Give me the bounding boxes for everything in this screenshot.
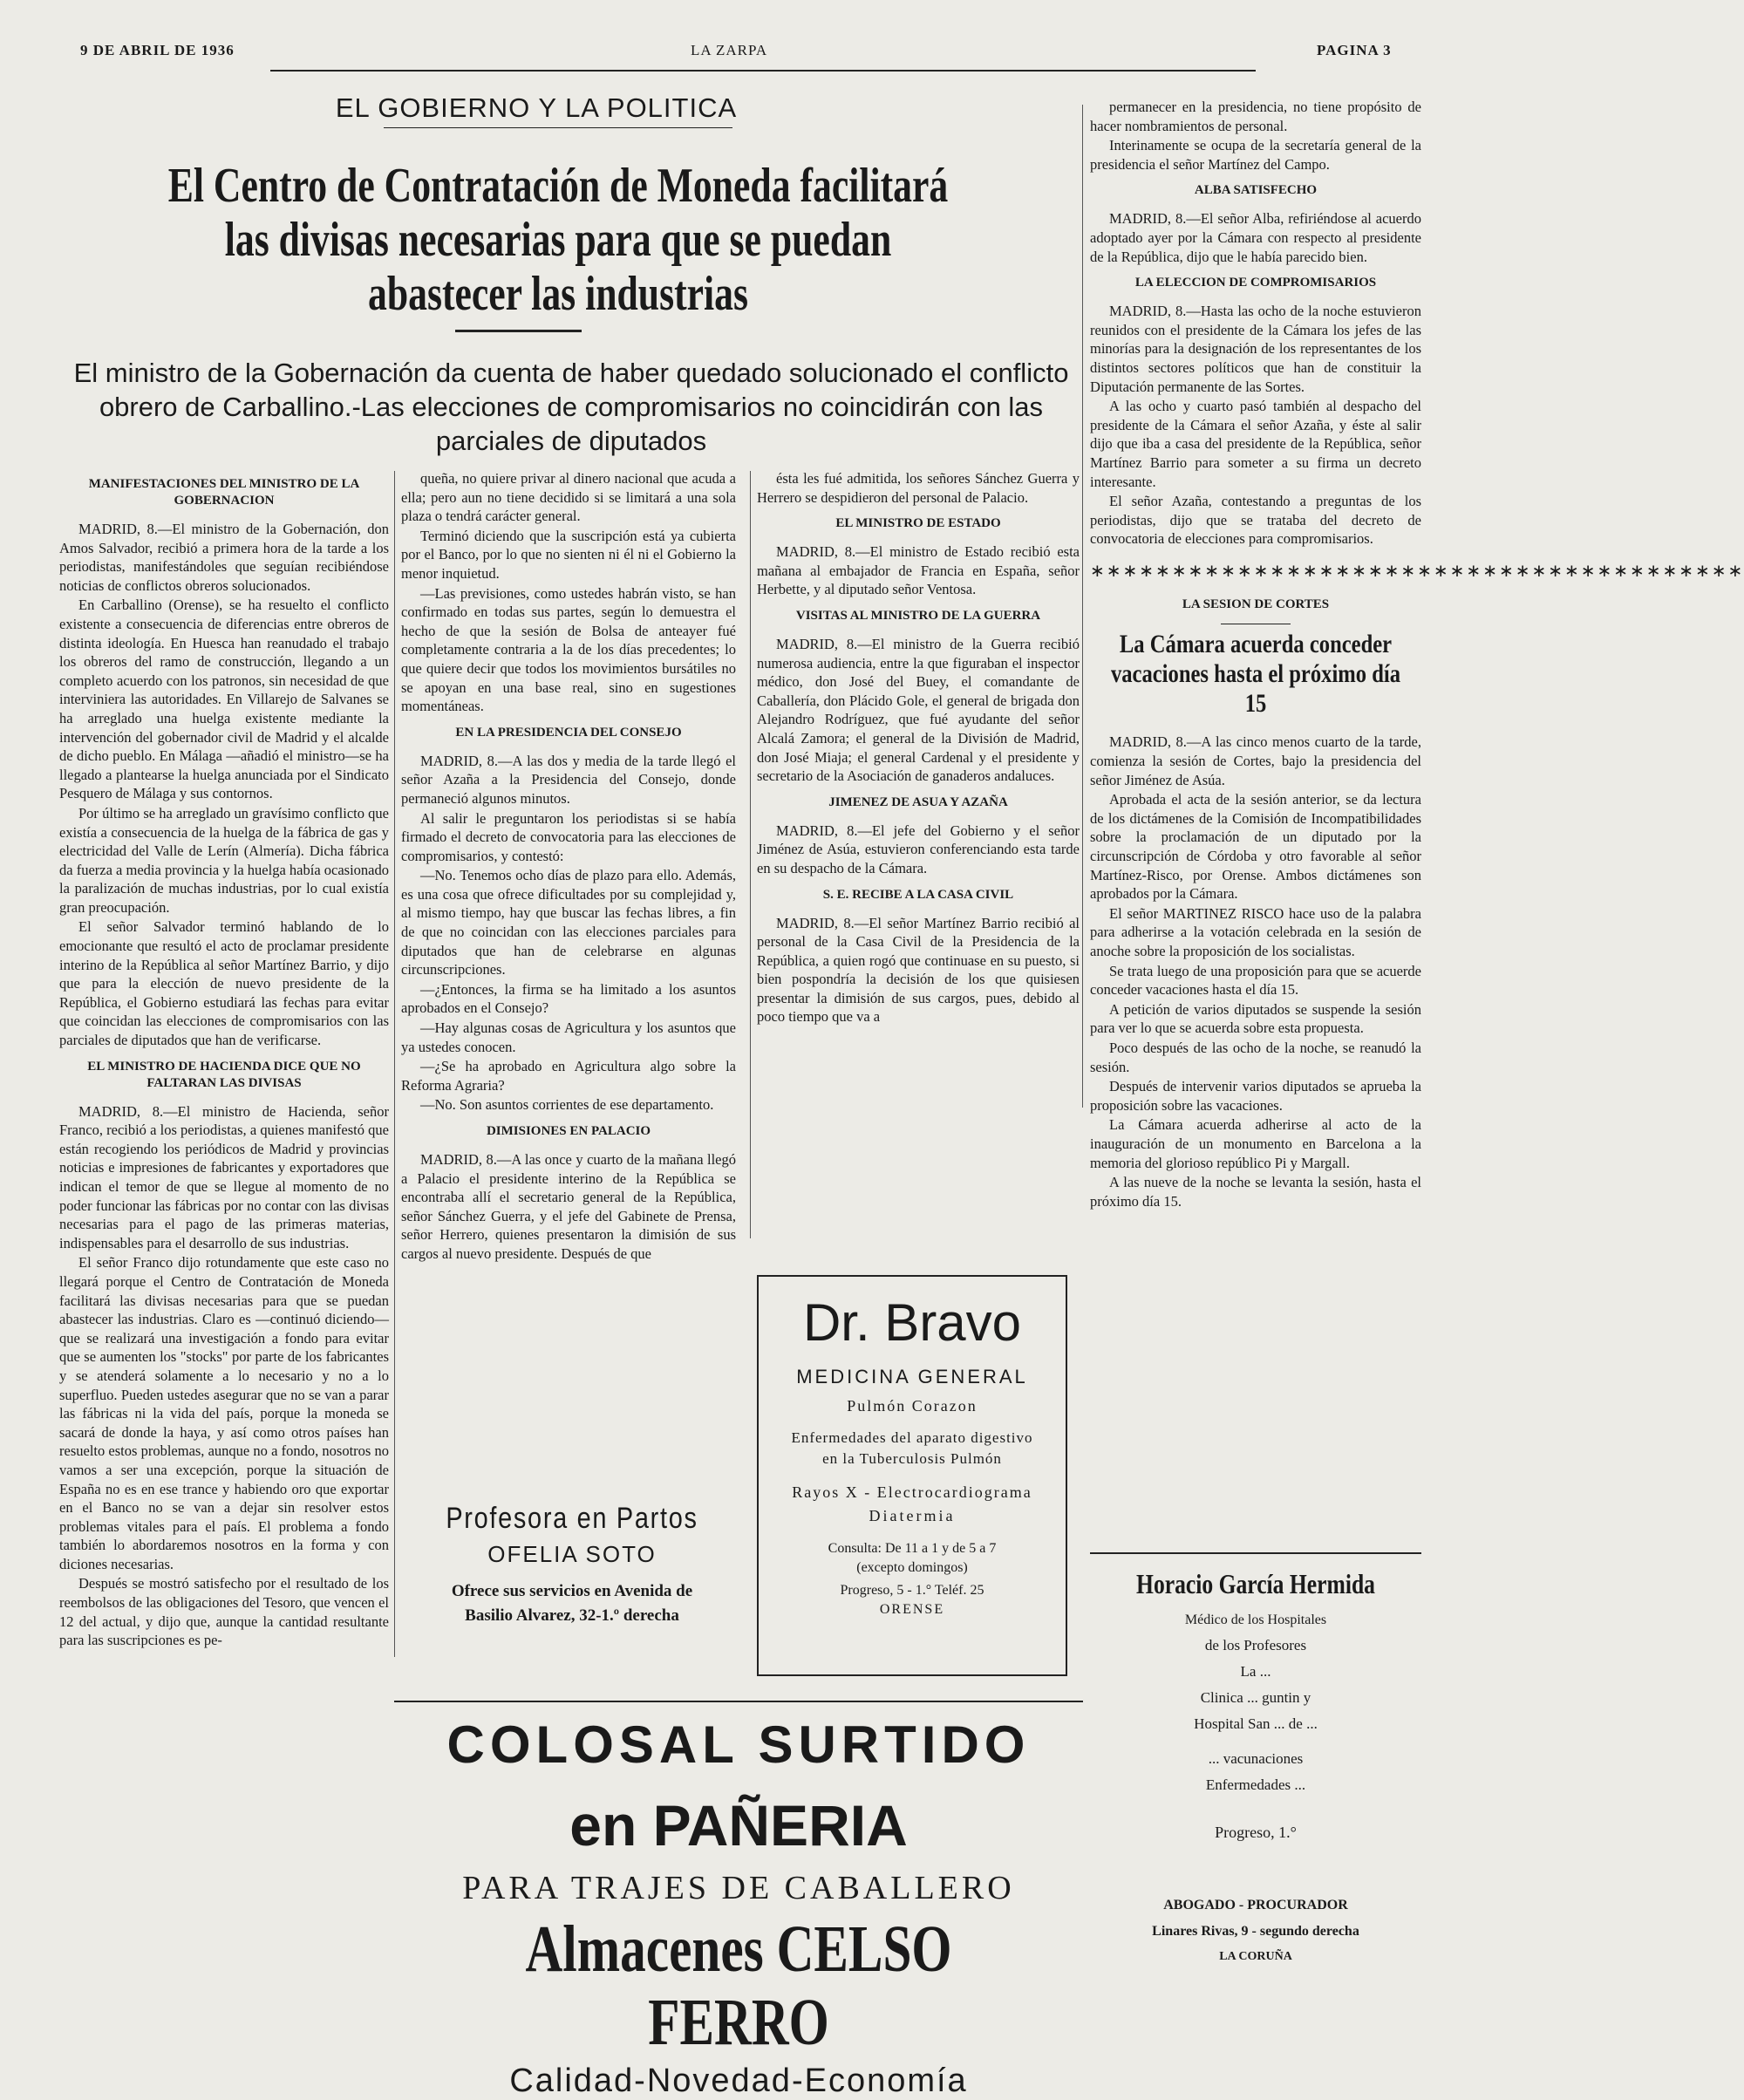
col4-heading-1: ALBA SATISFECHO (1194, 183, 1318, 198)
ad-bravo-line: MEDICINA GENERAL (796, 1366, 1028, 1388)
col3-heading-3: JIMENEZ DE ASUA Y AZAÑA (828, 794, 1008, 809)
paragraph: ésta les fué admitida, los señores Sánchez Guerra y Herrero se despidieron del personal de Palacio. (757, 470, 1080, 506)
ad-horacio-line: Enfermedades ... (1205, 1776, 1306, 1793)
star-divider: ∗∗∗∗∗∗∗∗∗∗∗∗∗∗∗∗∗∗∗∗∗∗∗∗∗∗∗∗∗∗∗∗∗∗∗∗∗∗∗∗ (1090, 561, 1744, 581)
ad-ofelia-soto (401, 1502, 743, 1667)
column-rule (394, 471, 395, 1657)
ad-bravo-name: Dr. Bravo (802, 1293, 1022, 1352)
column-4 (1090, 98, 1744, 1537)
ad-bravo-line: Diatermia (869, 1507, 956, 1524)
paragraph: —No. Son asuntos corrientes de ese departamento. (420, 1096, 714, 1114)
paragraph: MADRID, 8.—A las cinco menos cuarto de la tarde, comienza la sesión de Cortes, bajo la presidencia del señor Jiménez de Asúa. (1090, 733, 1421, 788)
paragraph: MADRID, 8.—El ministro de la Gobernación, don Amos Salvador, recibió a primera hora de la tarde a los periodistas, manifestándoles que seguían recibiéndose noticias de conflictos obreros solucionados. (59, 521, 389, 594)
subheadline: El ministro de la Gobernación da cuenta de haber quedado solucionado el conflicto obrero de Carballino.-Las elecciones de compromisarios no coincidirán con las parciales de diputados (73, 358, 1069, 456)
col3-heading-2: VISITAS AL MINISTRO DE LA GUERRA (795, 608, 1041, 623)
ad-bravo-line: Pulmón Corazon (847, 1397, 978, 1415)
paragraph: El señor Salvador terminó hablando de lo emocionante que resultó el acto de proclamar presidente interino de la República al señor Martínez Barrio, y dijo que para la elección de nuevo presidente de la República, el Gobierno estudiará las fechas para evitar que coincidan las elecciones de compromisarios con las parciales de diputados que han de verificarse. (59, 918, 389, 1049)
paragraph: permanecer en la presidencia, no tiene propósito de hacer nombramientos de personal. (1090, 99, 1421, 134)
header-date: 9 DE ABRIL DE 1936 (80, 42, 235, 58)
col3-heading-4: S. E. RECIBE A LA CASA CIVIL (822, 887, 1014, 902)
ad-horacio-line: Progreso, 1.° (1215, 1824, 1297, 1841)
col2-heading-2: DIMISIONES EN PALACIO (486, 1124, 651, 1138)
ad-horacio-line: Linares Rivas, 9 - segundo derecha (1152, 1924, 1359, 1939)
paragraph: MADRID, 8.—El señor Martínez Barrio recibió al personal de la Casa Civil de la Presidencia de la República, a quien rogó que continuase en su puesto, si bien pospondría la decisión de los que quisiesen presentar la dimisión de sus cargos, pues, debido al poco tiempo que va a (757, 914, 1080, 1026)
paragraph: A petición de varios diputados se suspende la sesión para ver lo que se acuerda sobre esta propuesta. (1090, 1000, 1421, 1037)
paragraph: El señor Azaña, contestando a preguntas de los periodistas, dijo que se trataba del decreto de convocatoria de elecciones para compromisarios. (1090, 493, 1421, 548)
ad-bravo-line: Rayos X - Electrocardiograma (792, 1483, 1032, 1501)
ad-horacio-line: Clinica ... guntin y (1200, 1689, 1311, 1706)
ad-dr-bravo (757, 1275, 1067, 1676)
main-headline: El Centro de Contratación de Moneda facilitará las divisas necesarias para que se puedan abastecer las industrias (167, 159, 949, 321)
paragraph: La Cámara acuerda adherirse al acto de la inauguración de un monumento en Barcelona a la memoria del glorioso repúblico Pi y Margall. (1090, 1116, 1421, 1171)
paragraph: A las ocho y cuarto pasó también al despacho del presidente de la Cámara el señor Azaña, y éste al salir dijo que iba a casa del presidente de la República, señor Martínez Barrio para someter a su firma un decreto interesante. (1090, 398, 1421, 490)
ad-horacio-name: Horacio García Hermida (1136, 1568, 1375, 1599)
col4-heading-3: LA SESION DE CORTES (1182, 597, 1330, 612)
ad-celso-store-name: Almacenes CELSO FERRO (525, 1912, 952, 2059)
ad-soto-line: Basilio Alvarez, 32-1.º derecha (465, 1606, 679, 1625)
header-paper: LA ZARPA (691, 42, 768, 58)
headline-rule (455, 330, 582, 332)
col4-heading-2: LA ELECCION DE COMPROMISARIOS (1134, 276, 1377, 290)
ad-horacio-line: LA CORUÑA (1219, 1950, 1292, 1963)
col1-heading-1: MANIFESTACIONES DEL MINISTRO DE LA GOBERNACION (88, 477, 360, 508)
ad-bravo-line: Enfermedades del aparato digestivo (791, 1429, 1033, 1446)
ad-soto-line: Ofrece sus servicios en Avenida de (451, 1582, 693, 1600)
section-rule (384, 127, 732, 128)
ad-celso-line: PARA TRAJES DE CABALLERO (462, 1870, 1015, 1906)
paragraph: Aprobada el acta de la sesión anterior, se da lectura de los dictámenes de la Comisión de Incompatibilidades sobre la proclamación de un diputado por la circunscripción de Córdoba y otro favorable al señor Martínez-Risco, por Orense. Ambos dictámenes son aprobados por la Cámara. (1090, 791, 1421, 903)
ad-horacio-line: ... vacunaciones (1208, 1750, 1304, 1767)
paragraph: Después se mostró satisfecho por el resultado de los reembolsos de las obligaciones del Tesoro, que vencen el 12 del actual, y dijo que, aunque la cantidad resultante para las suscripciones es pe- (59, 1575, 389, 1649)
paragraph: —Las previsiones, como ustedes habrán visto, se han confirmado en todas sus partes, según lo demuestra el hecho de que la sesión de Bolsa de anteayer fué completamente contraria a la de los días precedentes; lo que quiere decir que todos los movimientos bursátiles no se apoyan en una base real, sino en sugestiones momentáneas. (401, 584, 736, 715)
column-rule (750, 471, 751, 1238)
section-title: EL GOBIERNO Y LA POLITICA (335, 92, 738, 123)
ad-horacio-line: Hospital San ... de ... (1194, 1715, 1318, 1732)
paragraph: A las nueve de la noche se levanta la sesión, hasta el próximo día 15. (1090, 1174, 1421, 1210)
ad-bravo-line: (excepto domingos) (856, 1560, 968, 1575)
ad-horacio-line: Médico de los Hospitales (1184, 1612, 1327, 1627)
header-rule (270, 70, 1256, 72)
paragraph: Poco después de las ocho de la noche, se reanudó la sesión. (1090, 1039, 1421, 1075)
paragraph: MADRID, 8.—A las dos y media de la tarde llegó el señor Azaña a la Presidencia del Consejo, donde permaneció algunos minutos. (401, 752, 736, 807)
column-3 (757, 469, 1080, 1237)
paragraph: MADRID, 8.—A las once y cuarto de la mañana llegó a Palacio el presidente interino de la República se encontraba allí el secretario general de la República, señor Sánchez Guerra, y el jefe del Gabinete de Prensa, señor Herrero, quienes presentaron la dimisión de sus cargos al nuevo presidente. Después de que (401, 1151, 736, 1262)
paragraph: Después de intervenir varios diputados se aprueba la proposición sobre las vacaciones. (1090, 1078, 1421, 1114)
ad-horacio-line: ABOGADO - PROCURADOR (1163, 1898, 1348, 1912)
column-rule (1082, 105, 1083, 1108)
ad-soto-line: Profesora en Partos (446, 1502, 698, 1535)
paragraph: MADRID, 8.—El jefe del Gobierno y el señor Jiménez de Asúa, estuvieron conferenciando esta tarde en su despacho de la Cámara. (757, 822, 1080, 876)
header-page: PAGINA 3 (1317, 42, 1392, 58)
ad-horacio-garcia (1090, 1552, 1421, 2041)
ad-celso-line: en PAÑERIA (569, 1793, 908, 1858)
paragraph: MADRID, 8.—El ministro de Estado recibió esta mañana al embajador de Francia en España, señor Herbette, y al diputado señor Ventosa. (757, 543, 1080, 598)
ad-bravo-line: Consulta: De 11 a 1 y de 5 a 7 (828, 1541, 997, 1556)
ad-celso-line: COLOSAL SURTIDO (446, 1715, 1031, 1774)
paragraph: MADRID, 8.—El señor Alba, refiriéndose al acuerdo adoptado ayer por la Cámara con respecto al presidente de la República, dijo que le había parecido bien. (1090, 210, 1421, 265)
col3-heading-1: EL MINISTRO DE ESTADO (835, 516, 1001, 531)
paragraph: En Carballino (Orense), se ha resuelto el conflicto existente a consecuencia de diferencias entre obreros de distinta ideología. En Huesca han reanudado el trabajo los obreros del ramo de construcción, llegando a un completo acuerdo con los patronos, sin necesidad de que interviniera las autoridades. En Villarejo de Salvanes se ha arreglado una huelga existente mediante la intervención del gobernador civil de Madrid y el alcalde de dicho pueblo. En Málaga —añadió el ministro—se ha llegado a plantearse la huelga anunciada por el Sindicato Pesquero de Málaga y sus contornos. (59, 597, 389, 802)
paragraph: queña, no quiere privar al dinero nacional que acuda a ella; pero aun no tiene decidido si se limitará a una sola plaza o tendrá carácter general. (401, 470, 736, 525)
col1-heading-2: EL MINISTRO DE HACIENDA DICE QUE NO FALTARAN LAS DIVISAS (87, 1059, 361, 1090)
ad-horacio-line: La ... (1240, 1663, 1271, 1680)
column-1 (59, 467, 389, 2090)
ad-bravo-line: en la Tuberculosis Pulmón (822, 1450, 1002, 1467)
ad-horacio-line: de los Profesores (1204, 1637, 1307, 1653)
ad-bravo-line: ORENSE (879, 1602, 945, 1617)
paragraph: Se trata luego de una proposición para que se acuerde conceder vacaciones hasta el día 15. (1090, 962, 1421, 999)
paragraph: El señor MARTINEZ RISCO hace uso de la palabra para adherirse a la votación celebrada en la sesión de anoche sobre la proposición de los socialistas. (1090, 904, 1421, 959)
col2-heading-1: EN LA PRESIDENCIA DEL CONSEJO (455, 725, 682, 740)
paragraph: Al salir le preguntaron los periodistas si se había firmado el decreto de convocatoria para las elecciones de compromisarios, y contestó: (401, 809, 736, 864)
paragraph: Terminó diciendo que la suscripción está ya cubierta por el Banco, por lo que no sienten ni él ni el Gobierno la menor inquietud. (401, 527, 736, 582)
paragraph: —¿Entonces, la firma se ha limitado a los asuntos aprobados en el Consejo? (401, 980, 736, 1017)
cortes-headline: La Cámara acuerda conceder vacaciones hasta el próximo día 15 (1110, 630, 1401, 719)
paragraph: —Hay algunas cosas de Agricultura y los asuntos que ya ustedes conocen. (401, 1019, 736, 1055)
paragraph: MADRID, 8.—Hasta las ocho de la noche estuvieron reunidos con el presidente de la Cámara los jefes de las minorías para la designación de los representantes de los distintos sectores políticos que han de constituir la Diputación permanente de las Sortes. (1090, 303, 1421, 395)
paragraph: Interinamente se ocupa de la secretaría general de la presidencia el señor Martínez del Campo. (1090, 137, 1421, 173)
paragraph: —¿Se ha aprobado en Agricultura algo sobre la Reforma Agraria? (401, 1058, 736, 1094)
paragraph: El señor Franco dijo rotundamente que este caso no llegará porque el Centro de Contratación de Moneda facilitará las divisas necesarias para que se puedan abastecer las industrias. Claro es —continuó diciendo—que se realizará una investigación a fondo para evitar que se aumenten los "stocks" por parte de los fabricantes y se atenderá solamente a lo necesario y no a lo superfluo. Pueden ustedes asegurar que no se van a parar las fábricas ni la vida del país, porque la moneda se sacará de donde la haya, y así como otros países han resuelto estos problemas, aunque no a fondo, nosotros no vamos a ser una excepción, porque la situación de España no es en ese trance y habiendo oro que exportar en el Banco no se van a dejar sin resolver estos problemas vitales para el país. El problema a fondo también lo abordaremos nosotros en la forma y con diciones necesarias. (59, 1254, 389, 1572)
paragraph: MADRID, 8.—El ministro de la Guerra recibió numerosa audiencia, entre la que figuraban el inspector médico, don José del Buey, el comandante de Caballería, don Plácido Gole, el general de brigada don Alejandro Rodríguez, que fué ayudante del señor Alcalá Zamora; el general de la División de Madrid, don José Miaja; el general Cardenal y el presidente y secretario de la Asociación de ganaderos andaluces. (757, 635, 1080, 785)
ad-soto-name: OFELIA SOTO (487, 1541, 657, 1567)
ad-celso-slogan: Calidad-Novedad-Economía (509, 2062, 968, 2099)
ad-celso-ferro (394, 1701, 1083, 2099)
paragraph: —No. Tenemos ocho días de plazo para ello. Además, es una cosa que ofrece dificultades por su complejidad y, al mismo tiempo, hay que buscar las fechas libres, a fin de que no coincidan con las elecciones parciales para diputados que han de celebrarse en algunas circunscripciones. (401, 867, 736, 978)
column-2 (401, 469, 736, 1262)
paragraph: MADRID, 8.—El ministro de Hacienda, señor Franco, recibió a los periodistas, a quienes manifestó que están recogiendo los periódicos de Madrid y provincias noticias e impresiones de fabricantes y exportadores que indican el temor de que se llegue al momento de no poder funcionar las fábricas por no contar con las divisas necesarias para el pago de las primeras materias, indispensables para el desarrollo de sus industrias. (59, 1102, 389, 1251)
ad-bravo-line: Progreso, 5 - 1.° Teléf. 25 (840, 1583, 984, 1598)
paragraph: Por último se ha arreglado un gravísimo conflicto que existía a consecuencia de la huelga de la fábrica de gas y electricidad del Valle de Lerín (Almería). Dicha fábrica da fuerza a media provincia y la huelga había ocasionado la paralización de muchas industrias, por lo cual existía gran preocupación. (59, 804, 389, 916)
